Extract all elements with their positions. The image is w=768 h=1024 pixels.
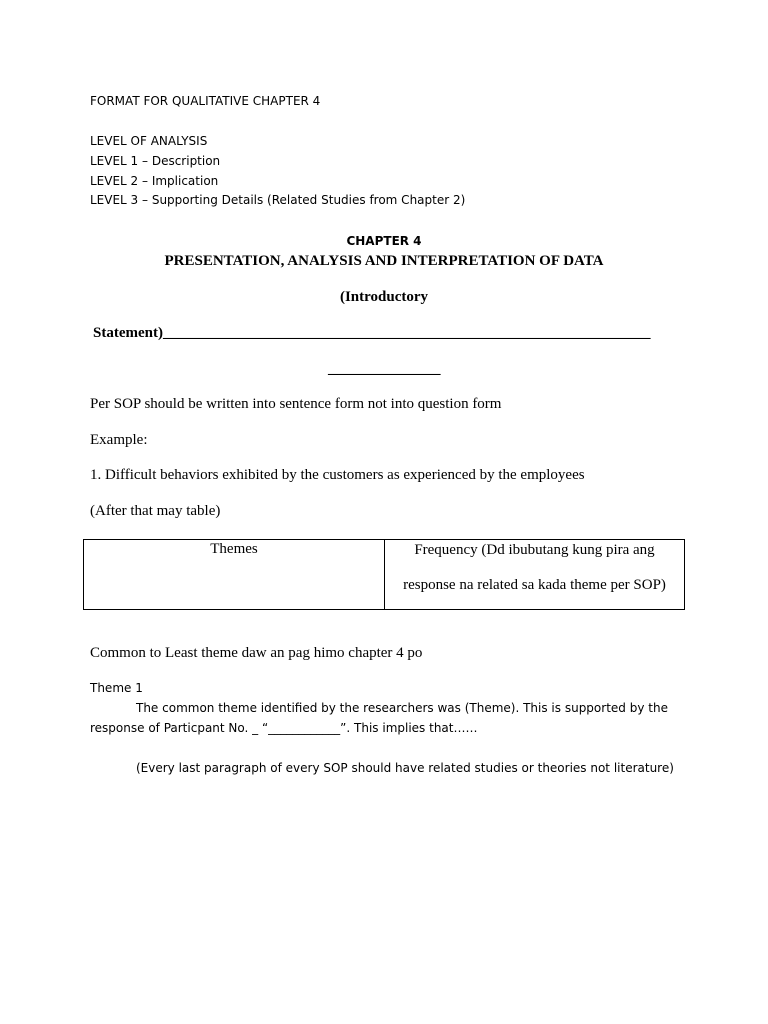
- sop-note: Per SOP should be written into sentence form not into question form: [90, 396, 502, 412]
- related-studies-note: (Every last paragraph of every SOP should have related studies or theories not literature): [136, 761, 674, 775]
- frequency-header-line2: response na related sa kada theme per SOP): [403, 577, 666, 593]
- example-label: Example:: [90, 432, 148, 448]
- intro-statement-line1: (Introductory: [339, 289, 429, 305]
- format-title: FORMAT FOR QUALITATIVE CHAPTER 4: [90, 94, 321, 108]
- chapter-title: PRESENTATION, ANALYSIS AND INTERPRETATION OF DATA: [164, 253, 604, 269]
- intro-statement-line3: _______________: [328, 361, 441, 377]
- table-row: [84, 540, 685, 610]
- themes-header: Themes: [210, 541, 258, 557]
- level-heading: LEVEL OF ANALYSIS: [90, 134, 208, 148]
- example-item: 1. Difficult behaviors exhibited by the customers as experienced by the employees: [90, 467, 585, 483]
- level-item: LEVEL 1 – Description: [90, 154, 221, 168]
- theme-paragraph-line2: response of Particpant No. _ “____________”. This implies that……: [90, 721, 478, 735]
- frequency-header-line1: Frequency (Dd ibubutang kung pira ang: [414, 542, 655, 558]
- theme-paragraph-line1: The common theme identified by the researchers was (Theme). This is supported by the: [136, 701, 668, 715]
- table-cell-frequency: [385, 540, 685, 610]
- theme-label: Theme 1: [90, 681, 143, 695]
- common-to-least-note: Common to Least theme daw an pag himo chapter 4 po: [90, 645, 423, 661]
- table-cell-themes: [84, 540, 385, 610]
- after-note: (After that may table): [90, 503, 221, 519]
- level-item: LEVEL 3 – Supporting Details (Related Studies from Chapter 2): [90, 193, 466, 207]
- level-item: LEVEL 2 – Implication: [90, 174, 219, 188]
- themes-table: [83, 539, 685, 610]
- chapter-label: CHAPTER 4: [346, 234, 422, 248]
- intro-statement-line2: Statement)_________________________________________________________________: [93, 325, 651, 341]
